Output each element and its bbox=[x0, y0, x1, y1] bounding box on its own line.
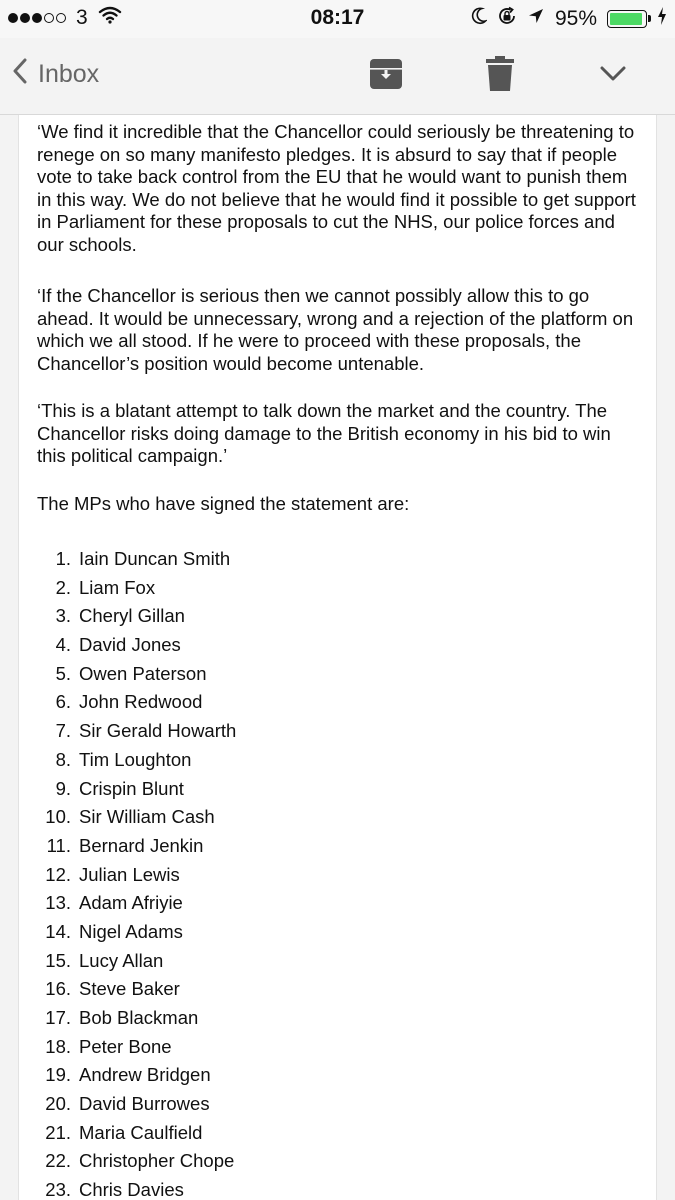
list-item-name: Peter Bone bbox=[79, 1035, 172, 1057]
list-item-name: Christopher Chope bbox=[79, 1150, 235, 1172]
message-paragraph: ‘We find it incredible that the Chancellor could seriously be threatening to renege on so many manifesto pledges. It is absurd to say that if people vote to take back control from the EU that he would want to punish them in this way. We do not believe that he would find it possible to get support in Parliament for these proposals to cut the NHS, our police forces and our schools. bbox=[37, 121, 636, 255]
list-item bbox=[19, 1033, 236, 1062]
list-item bbox=[19, 746, 236, 775]
list-item bbox=[19, 717, 236, 746]
status-bar bbox=[0, 0, 675, 38]
back-button-label: Inbox bbox=[38, 60, 100, 88]
list-item-name: Owen Paterson bbox=[79, 662, 207, 684]
list-item bbox=[19, 1176, 236, 1200]
archive-icon bbox=[369, 57, 403, 96]
message-paragraph: ‘This is a blatant attempt to talk down the market and the country. The Chancellor risks doing damage to the British economy in his bid to win this political campaign.’ bbox=[37, 400, 611, 467]
status-time: 08:17 bbox=[310, 6, 365, 29]
chevron-down-icon bbox=[600, 66, 626, 87]
list-item-name: Andrew Bridgen bbox=[79, 1064, 211, 1086]
list-item-number: 12. bbox=[45, 863, 71, 885]
list-item bbox=[19, 602, 236, 631]
list-item bbox=[19, 688, 236, 717]
list-item-name: Crispin Blunt bbox=[79, 777, 184, 799]
list-item bbox=[19, 574, 236, 603]
list-item-number: 20. bbox=[45, 1093, 71, 1115]
battery-icon bbox=[607, 10, 647, 28]
list-item-name: David Jones bbox=[79, 634, 181, 656]
list-item-number: 6. bbox=[55, 691, 71, 713]
list-item-number: 10. bbox=[45, 806, 71, 828]
list-item-name: Sir Gerald Howarth bbox=[79, 720, 237, 742]
list-item-name: Adam Afriyie bbox=[79, 892, 183, 914]
list-item bbox=[19, 975, 236, 1004]
list-item-name: Tim Loughton bbox=[79, 748, 192, 770]
list-item-name: Julian Lewis bbox=[79, 863, 180, 885]
list-item-name: Bob Blackman bbox=[79, 1007, 199, 1028]
list-item-number: 23. bbox=[45, 1179, 71, 1200]
moon-icon bbox=[471, 7, 487, 31]
list-item bbox=[19, 803, 236, 832]
list-item-name: Maria Caulfield bbox=[79, 1121, 203, 1143]
list-item-name: Chris Davies bbox=[79, 1179, 184, 1200]
list-item-number: 2. bbox=[55, 576, 71, 598]
location-icon bbox=[527, 7, 545, 31]
list-item bbox=[19, 1090, 236, 1119]
list-item-number: 17. bbox=[45, 1007, 71, 1028]
battery-fill bbox=[610, 13, 642, 25]
list-item-number: 18. bbox=[45, 1035, 71, 1057]
list-item-number: 22. bbox=[45, 1150, 71, 1172]
list-item-name: Steve Baker bbox=[79, 978, 180, 1000]
list-item-number: 1. bbox=[55, 548, 71, 569]
list-item-number: 7. bbox=[55, 720, 71, 742]
list-item-name: Nigel Adams bbox=[79, 920, 183, 942]
mp-list bbox=[19, 545, 236, 1200]
list-item-name: David Burrowes bbox=[79, 1093, 210, 1115]
list-item bbox=[19, 545, 236, 574]
list-item-number: 15. bbox=[45, 949, 71, 971]
list-item bbox=[19, 1119, 236, 1148]
carrier-name: 3 bbox=[76, 6, 88, 29]
list-item bbox=[19, 889, 236, 918]
list-item-name: Iain Duncan Smith bbox=[79, 548, 231, 569]
charging-icon bbox=[657, 7, 667, 31]
list-item bbox=[19, 1061, 236, 1090]
message-body bbox=[18, 115, 657, 1200]
trash-icon bbox=[486, 56, 514, 97]
list-item-number: 21. bbox=[45, 1121, 71, 1143]
list-item-name: Liam Fox bbox=[79, 576, 156, 598]
back-to-inbox-button[interactable] bbox=[12, 58, 99, 91]
list-item bbox=[19, 660, 236, 689]
more-options-button[interactable] bbox=[593, 56, 633, 96]
chevron-left-icon bbox=[12, 58, 28, 91]
list-intro: The MPs who have signed the statement are: bbox=[37, 493, 410, 514]
list-item-number: 3. bbox=[55, 605, 71, 627]
list-item-name: Bernard Jenkin bbox=[79, 834, 204, 856]
archive-button[interactable] bbox=[366, 56, 406, 96]
list-item-number: 8. bbox=[55, 748, 71, 770]
list-item bbox=[19, 832, 236, 861]
list-item bbox=[19, 1004, 236, 1033]
list-item-number: 19. bbox=[45, 1064, 71, 1086]
status-right bbox=[471, 6, 667, 32]
list-item-number: 9. bbox=[55, 777, 71, 799]
list-item bbox=[19, 1147, 236, 1176]
rotation-lock-icon bbox=[497, 6, 517, 32]
message-paragraph: ‘If the Chancellor is serious then we cannot possibly allow this to go ahead. It would be unnecessary, wrong and a rejection of the platform on which we all stood. If he were to proceed with these proposals, the Chancellor’s position would become untenable. bbox=[37, 285, 634, 374]
list-item-number: 14. bbox=[45, 920, 71, 942]
list-item-number: 16. bbox=[45, 978, 71, 1000]
list-item-number: 5. bbox=[55, 662, 71, 684]
list-item bbox=[19, 775, 236, 804]
list-item bbox=[19, 861, 236, 890]
list-item bbox=[19, 947, 236, 976]
list-item-number: 4. bbox=[55, 634, 71, 656]
list-item-number: 11. bbox=[46, 834, 71, 856]
list-item-name: Lucy Allan bbox=[79, 949, 164, 971]
delete-button[interactable] bbox=[480, 56, 520, 96]
list-item-number: 13. bbox=[45, 892, 71, 914]
list-item-name: John Redwood bbox=[79, 691, 203, 713]
battery-percent: 95% bbox=[554, 7, 597, 30]
list-item-name: Sir William Cash bbox=[79, 806, 215, 828]
mail-toolbar bbox=[0, 38, 675, 115]
list-item-name: Cheryl Gillan bbox=[79, 605, 185, 627]
list-item bbox=[19, 918, 236, 947]
list-item bbox=[19, 631, 236, 660]
